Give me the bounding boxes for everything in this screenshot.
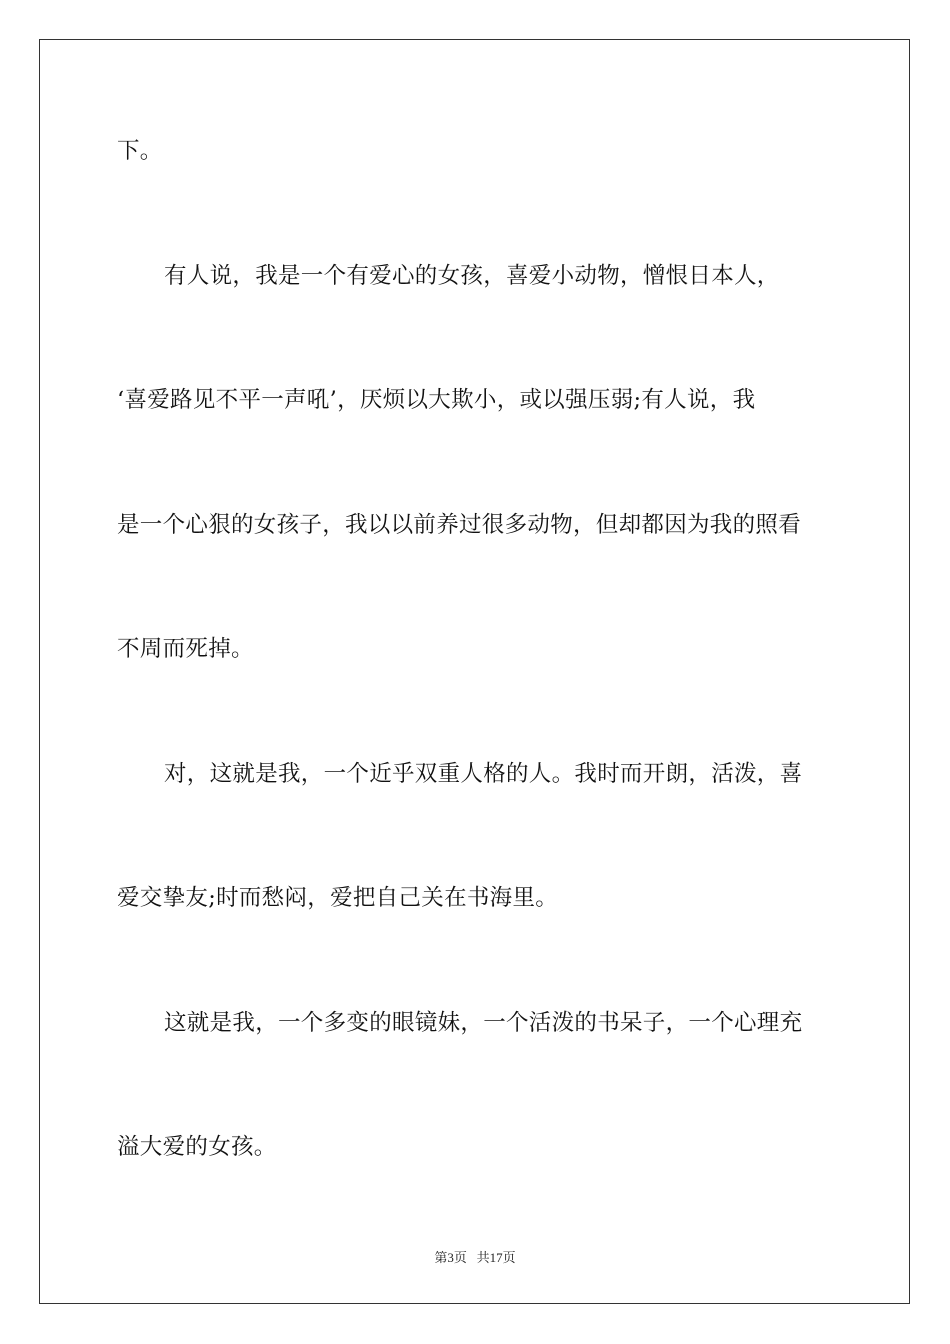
text-line: 是一个心狠的女孩子，我以以前养过很多动物，但却都因为我的照看 — [117, 512, 802, 538]
text-line: ‘喜爱路见不平一声吼’，厌烦以大欺小，或以强压弱;有人说，我 — [117, 387, 756, 413]
text-line: 不周而死掉。 — [117, 636, 254, 662]
paragraph-start-line: 这就是我，一个多变的眼镜妹，一个活泼的书呆子，一个心理充 — [164, 1010, 803, 1036]
paragraph-start-line: 对，这就是我，一个近乎双重人格的人。我时而开朗，活泼，喜 — [164, 761, 803, 787]
text-line: 下。 — [117, 138, 163, 164]
text-line: 溢大爱的女孩。 — [117, 1134, 277, 1160]
page-number: 第3页 — [434, 1250, 467, 1265]
paragraph-start-line: 有人说，我是一个有爱心的女孩，喜爱小动物，憎恨日本人， — [164, 263, 780, 289]
page-total: 共17页 — [476, 1250, 516, 1265]
page-frame — [39, 39, 910, 1304]
page-footer — [0, 1247, 950, 1266]
text-line: 爱交挚友;时而愁闷，爱把自己关在书海里。 — [117, 885, 559, 911]
